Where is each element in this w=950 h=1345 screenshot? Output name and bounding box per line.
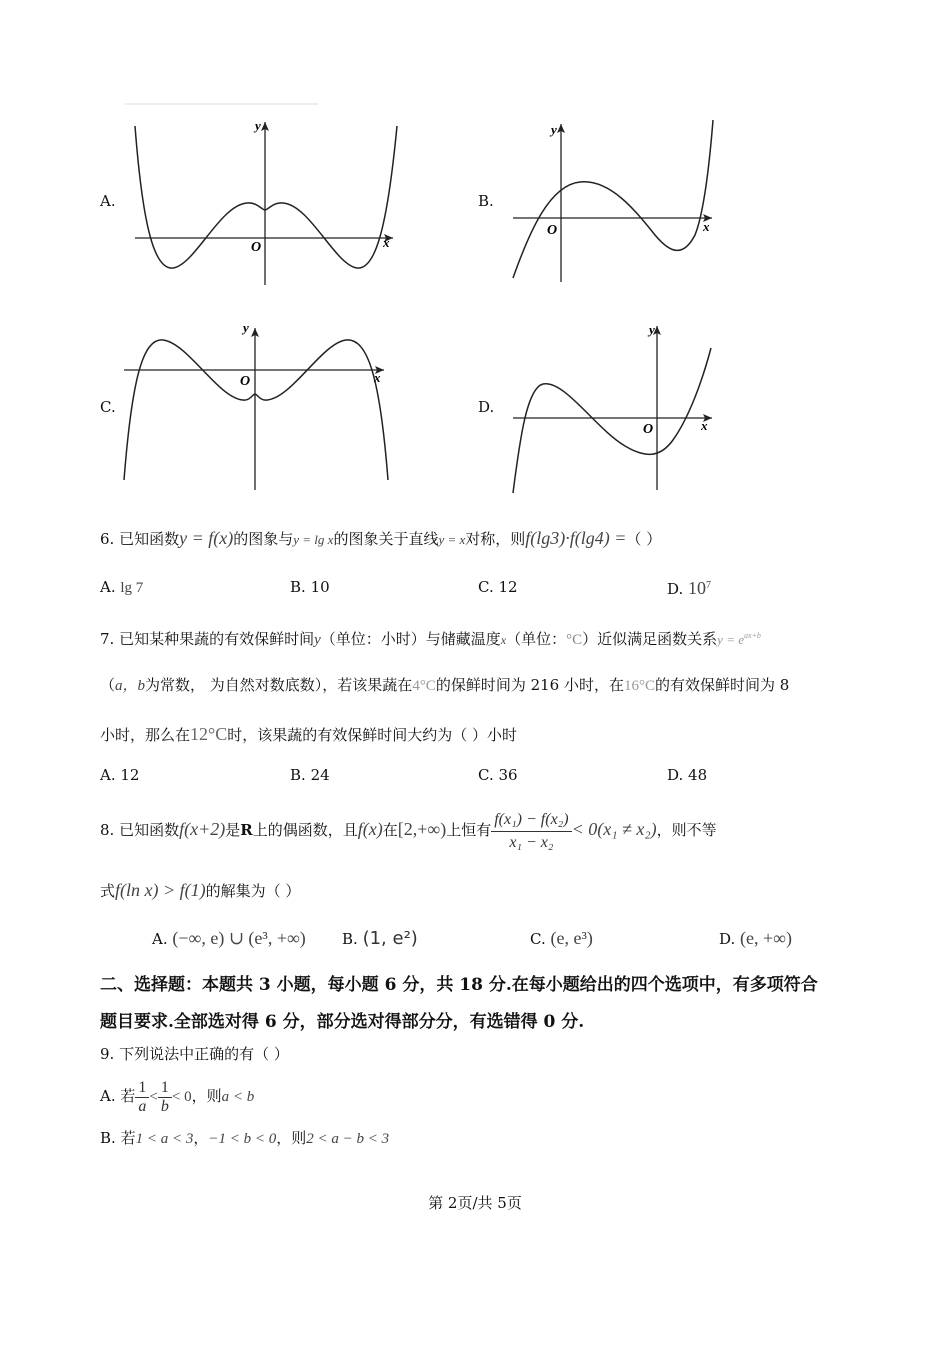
question-6 xyxy=(100,528,661,550)
question-9: 9. 下列说法中正确的有（ ） xyxy=(100,1045,289,1063)
graph-option-b-label: B. xyxy=(478,192,494,210)
x-label: x xyxy=(374,370,381,385)
y-label: y xyxy=(255,118,261,133)
q6-option-a[interactable]: A. lg 7 xyxy=(100,578,144,596)
q6-text-a: 已知函数 xyxy=(119,530,180,548)
q6-text-c: 的图象关于直线 xyxy=(333,530,439,548)
q7-option-d[interactable]: D. 48 xyxy=(667,766,708,784)
question-7-line-3: 小时，那么在12°C时，该果蔬的有效保鲜时间大约为（ ）小时 xyxy=(100,724,518,744)
section-2-heading-line-1: 二、选择题：本题共 3 小题，每小题 6 分，共 18 分.在每小题给出的四个选项中，有多项符合 xyxy=(100,975,818,995)
curve xyxy=(124,340,388,480)
question-8-line-2: 式f(ln x) > f(1)的解集为（ ） xyxy=(100,880,301,900)
question-7-line-1: 7. 已知某种果蔬的有效保鲜时间y（单位：小时）与储藏温度x（单位：°C）近似满足函数关系$y = e^{ax+b}$ xyxy=(100,630,761,648)
q6-fx: y = f(x) xyxy=(179,528,234,548)
graph-b xyxy=(505,110,720,290)
graph-d xyxy=(505,318,720,500)
q8-option-b[interactable]: B. (1, e²) xyxy=(342,928,418,949)
q9-option-a[interactable]: A. 若 $\frac{1}{a}$ < $\frac{1}{b}$ < 0，则a < b xyxy=(100,1078,255,1115)
q6-option-c[interactable]: C. 12 xyxy=(478,578,518,596)
q6-option-d[interactable]: D. $10^7$ xyxy=(667,578,712,598)
q6-number: 6. xyxy=(100,530,115,548)
q7-option-c[interactable]: C. 36 xyxy=(478,766,518,784)
graph-a xyxy=(125,100,415,290)
origin-label: O xyxy=(547,223,558,238)
q6-text-b: 的图象与 xyxy=(233,530,294,548)
q6-paren: （ ） xyxy=(626,530,662,548)
curve xyxy=(135,126,397,268)
origin-label: O xyxy=(643,422,654,437)
q7-option-a[interactable]: A. 12 xyxy=(100,766,140,784)
x-label: x xyxy=(383,235,390,250)
q6-expr: f(lg3)·f(lg4) = xyxy=(525,528,627,548)
question-8-line-1: 8. 已知函数f(x+2)是R上的偶函数，且f(x)在[2,+∞)上恒有 $\frac{\text{f(x₁) − f(x₂)}}{\text{x₁ − x₂}}$ < 0(x₁ ≠ x₂)，则不等 xyxy=(100,806,717,854)
q6-option-b[interactable]: B. 10 xyxy=(290,578,330,596)
section-2-heading-line-2: 题目要求.全部选对得 6 分，部分选对得部分分，有选错得 0 分. xyxy=(100,1012,585,1032)
q7-option-b[interactable]: B. 24 xyxy=(290,766,330,784)
q9-option-b[interactable]: B. 若1 < a < 3，−1 < b < 0，则2 < a − b < 3 xyxy=(100,1129,390,1147)
graph-option-c-label: C. xyxy=(100,398,116,416)
x-label: x xyxy=(703,219,710,234)
origin-label: O xyxy=(251,240,262,255)
q6-yx: y = x xyxy=(438,532,466,547)
curve xyxy=(513,120,713,278)
x-label: x xyxy=(701,418,708,433)
q6-text-d: 对称，则 xyxy=(465,530,526,548)
q8-option-a[interactable]: A. (−∞, e) ∪ (e³, +∞) xyxy=(152,928,306,948)
graph-c xyxy=(118,318,396,496)
q6-lg: y = lg x xyxy=(293,532,334,547)
y-label: y xyxy=(243,320,249,335)
q8-option-d[interactable]: D. (e, +∞) xyxy=(719,928,793,948)
graph-option-a-label: A. xyxy=(100,192,116,210)
q8-option-c[interactable]: C. (e, e³) xyxy=(530,928,593,948)
origin-label: O xyxy=(240,374,251,389)
y-label: y xyxy=(649,322,655,337)
question-7-line-2: （a，b为常数， 为自然对数底数），若该果蔬在4°C的保鲜时间为 216 小时，在16°C的有效保鲜时间为 8 xyxy=(100,676,790,694)
curve xyxy=(513,348,711,493)
y-label: y xyxy=(551,122,557,137)
graph-option-d-label: D. xyxy=(478,398,495,416)
q8-fraction: $\frac{\text{f(x₁) − f(x₂)}}{\text{x₁ − x₂}}$ xyxy=(491,809,571,854)
page-footer: 第 2页/共 5页 xyxy=(428,1194,522,1212)
